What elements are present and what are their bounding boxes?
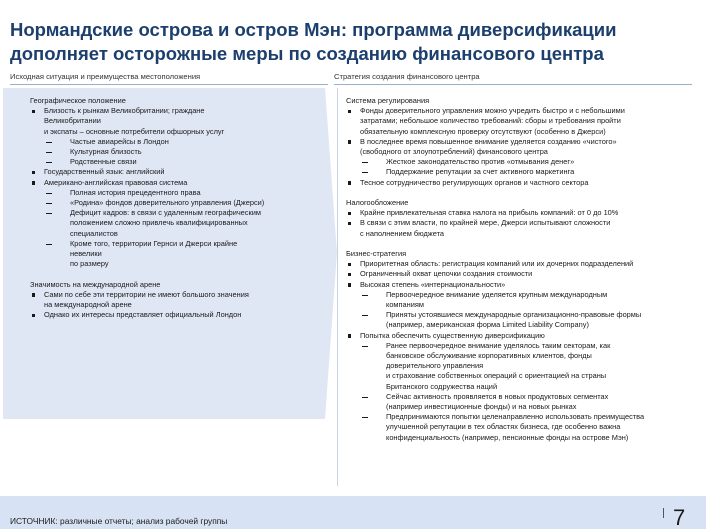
bullet-item [346, 218, 691, 238]
bullet-list [346, 106, 691, 188]
bullet-text-line: обязательную комплексную проверку отсутствуют (особенно в Джерси) [360, 126, 606, 136]
sub-bullet-item [346, 310, 691, 330]
bullet-item [30, 310, 315, 320]
bullet-text-line: улучшенной репутации в тех областях бизнеса, где особенно важна [386, 422, 621, 432]
bullet-text-line: Высокая степень «интернациональности» [360, 279, 506, 289]
page-number-divider [663, 508, 664, 518]
bullet-text-line: на международной арене [44, 300, 132, 310]
bullet-item [346, 331, 691, 341]
bullet-text-line: Дефицит кадров: в связи с удаленным географическим [70, 208, 261, 218]
bullet-text-line: невелики [70, 249, 102, 259]
bullet-text-line: положением сложно привлечь квалифицированных [70, 218, 248, 228]
bullet-text-line: Фонды доверительного управления можно учредить быстро и с небольшими [360, 106, 625, 116]
bullet-text-line: Однако их интересы представляет официальный Лондон [44, 310, 242, 320]
sub-bullet-item [346, 167, 691, 177]
bullet-text-line: «Родина» фондов доверительного управления (Джерси) [70, 198, 265, 208]
bullet-item [346, 269, 691, 279]
bullet-text-line: Частые авиарейсы в Лондон [70, 136, 169, 146]
bullet-text-line: (например инвестиционные фонды) и на новых рынках [386, 402, 577, 412]
bullet-text-line: Предпринимаются попытки целенаправленно использовать преимущества [386, 412, 645, 422]
section-header: Бизнес-стратегия [346, 249, 407, 259]
section-gap [346, 188, 691, 198]
sub-bullet-item [346, 290, 691, 310]
bullet-item [346, 106, 691, 137]
bullet-text-line: Сами по себе эти территории не имеют большого значения [44, 289, 249, 299]
bullet-text-line: Поддержание репутации за счет активного маркетинга [386, 167, 575, 177]
strategy-content [338, 88, 695, 443]
sub-bullet-item [346, 157, 691, 167]
bullet-text-line: В последнее время повышенное внимание уделяется созданию «чистого» [360, 136, 617, 146]
bullet-text-line: затратами; небольшое количество требований: сборы и требования пройти [360, 116, 621, 126]
section-header: Система регулирования [346, 96, 430, 105]
bullet-item [346, 178, 691, 188]
bullet-text-line: Приоритетная область: регистрация компаний или их дочерних подразделений [360, 259, 634, 269]
section-gap [30, 269, 315, 279]
bullet-text-line: Первоочередное внимание уделяется крупным международным [386, 289, 608, 299]
bullet-text-line: Приняты устоявшиеся международные организационно-правовые формы [386, 310, 642, 320]
bullet-text-line: и экспаты – основные потребители офшорных услуг [44, 126, 225, 136]
sub-bullet-item [30, 188, 315, 198]
bullet-list [346, 208, 691, 239]
bullet-text-line: банковское обслуживание корпоративных клиентов, фонды [386, 351, 592, 361]
bullet-item [30, 290, 315, 310]
sub-bullet-item [346, 341, 691, 392]
bullet-text-line: и страхование собственных операций с ориентацией на страны [386, 371, 607, 381]
bullet-text-line: Попытка обеспечить существенную диверсификацию [360, 330, 545, 340]
bullet-item [30, 167, 315, 177]
situation-content [3, 88, 325, 320]
bullet-text-line: Жесткое законодательство против «отмывания денег» [386, 157, 575, 167]
sub-bullet-item [30, 137, 315, 147]
sub-bullet-item [30, 147, 315, 157]
bullet-text-line: Тесное сотрудничество регулирующих органов и частного сектора [360, 177, 589, 187]
sub-bullet-item [30, 198, 315, 208]
section-header: Значимость на международной арене [30, 279, 161, 289]
bullet-text-line: с наполнением бюджета [360, 228, 444, 238]
bullet-text-line: В связи с этим власти, по крайней мере, Джерси испытывают сложности [360, 218, 611, 228]
bullet-text-line: компаниям [386, 300, 424, 310]
bullet-text-line: Полная история прецедентного права [70, 187, 201, 197]
bullet-item [346, 208, 691, 218]
bullet-text-line: Родственные связи [70, 157, 137, 167]
bullet-text-line: Сейчас активность проявляется в новых продуктовых сегментах [386, 391, 609, 401]
bullet-text-line: Ограниченный охват цепочки создания стоимости [360, 269, 533, 279]
section-header: Налогообложение [346, 198, 409, 208]
bullet-text-line: Кроме того, территории Гернси и Джерси крайне [70, 238, 238, 248]
chevron-arrow-shape [325, 88, 337, 419]
bullet-text-line: доверительного управления [386, 361, 484, 371]
bullet-item [30, 106, 315, 137]
bullet-item [346, 280, 691, 290]
bullet-text-line: (например, американская форма Limited Liability Company) [386, 320, 589, 330]
bullet-text-line: Ранее первоочередное внимание уделялось таким секторам, как [386, 340, 611, 350]
sub-bullet-item [30, 208, 315, 239]
sub-bullet-item [346, 412, 691, 443]
bullet-text-line: Великобритании [44, 116, 101, 126]
bullet-text-line: Крайне привлекательная ставка налога на прибыль компаний: от 0 до 10% [360, 208, 619, 218]
strategy-panel [337, 88, 695, 486]
bullet-item [346, 137, 691, 157]
bullet-text-line: Американо-английская правовая система [44, 177, 188, 187]
bullet-text-line: (свободного от злоупотреблений) финансового центра [360, 147, 548, 157]
bullet-text-line: специалистов [70, 228, 118, 238]
bullet-text-line: Государственный язык: английский [44, 167, 165, 177]
left-column-heading: Исходная ситуация и преимущества местоположения [10, 72, 328, 85]
sub-bullet-item [30, 157, 315, 167]
bullet-text-line: Британского содружества наций [386, 381, 498, 391]
situation-panel [3, 88, 325, 419]
slide-title: Нормандские острова и остров Мэн: программа диверсификации дополняет осторожные меры по созданию финансового центра [10, 19, 617, 64]
bullet-text-line: Близость к рынкам Великобритании; граждане [44, 106, 205, 116]
section-header: Географическое положение [30, 96, 126, 105]
sub-bullet-item [30, 239, 315, 270]
bullet-text-line: по размеру [70, 259, 109, 269]
source-note: ИСТОЧНИК: различные отчеты; анализ рабочей группы [10, 516, 228, 526]
right-column-heading: Стратегия создания финансового центра [334, 72, 692, 85]
bullet-text-line: Культурная близость [70, 147, 142, 157]
bullet-text-line: конфиденциальность (например, пенсионные фонды на острове Мэн) [386, 432, 629, 442]
bullet-item [346, 259, 691, 269]
bullet-list [346, 259, 691, 443]
bullet-list [30, 290, 315, 321]
section-gap [346, 239, 691, 249]
sub-bullet-item [346, 392, 691, 412]
bullet-list [30, 106, 315, 269]
page-number: 7 [673, 505, 686, 530]
bullet-item [30, 178, 315, 188]
